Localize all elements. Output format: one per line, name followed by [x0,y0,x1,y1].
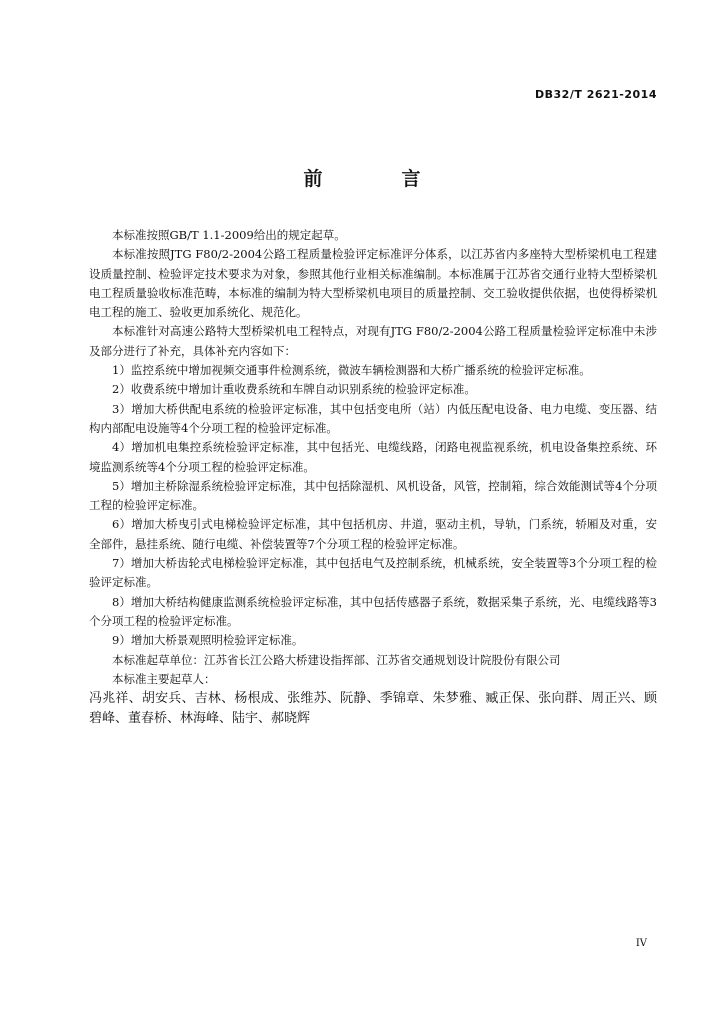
list-item-3: 3）增加大桥供配电系统的检验评定标准，其中包括变电所（站）内低压配电设备、电力电缆、变压器、结构内部配电设施等4个分项工程的检验评定标准。 [89,401,657,435]
paragraph-drafting-rules: 本标准按照GB/T 1.1-2009给出的规定起草。 [112,228,346,242]
list-item-9: 9）增加大桥景观照明检验评定标准。 [112,633,304,648]
list-item-7: 7）增加大桥齿轮式电梯检验评定标准，其中包括电气及控制系统，机械系统，安全装置等3个分项工程的检验评定标准。 [89,556,657,590]
list-item-6: 6）增加大桥曳引式电梯检验评定标准，其中包括机房、井道，驱动主机，导轨，门系统，轿厢及对重，安全部件，悬挂系统、随行电缆、补偿装置等7个分项工程的检验评定标准。 [89,517,657,551]
list-item-4: 4）增加机电集控系统检验评定标准，其中包括光、电缆线路，闭路电视监视系统，机电设备集控系统、环境监测系统等4个分项工程的检验评定标准。 [89,440,657,474]
paragraph-supplement-intro: 本标准针对高速公路特大型桥梁机电工程特点，对现有JTG F80/2-2004公路工程质量检验评定标准中未涉及部分进行了补充，具体补充内容如下： [89,324,657,358]
page-title: 前 言 [303,168,451,190]
list-item-2: 2）收费系统中增加计重收费系统和车牌自动识别系统的检验评定标准。 [112,382,476,397]
list-item-1: 1）监控系统中增加视频交通事件检测系统，微波车辆检测器和大桥广播系统的检验评定标准。 [112,363,591,378]
list-item-5: 5）增加主桥除湿系统检验评定标准，其中包括除湿机、风机设备，风管，控制箱，综合效能测试等4个分项工程的检验评定标准。 [89,478,657,513]
paragraph-scope: 本标准按照JTG F80/2-2004公路工程质量检验评定标准评分体系，以江苏省内多座特大型桥梁机电工程建设质量控制、检验评定技术要求为对象，参照其他行业相关标准编制。本标准属于江苏省交通行业特大型桥梁机电工程质量验收标准范畴，本标准的编制为特大型桥梁机电项目的质量控制、交工验收提供依据，也使得桥梁机电工程的施工、验收更加系统化、规范化。 [89,247,657,320]
list-item-8: 8）增加大桥结构健康监测系统检验评定标准，其中包括传感器子系统，数据采集子系统，光、电缆线路等3个分项工程的检验评定标准。 [89,594,657,628]
drafters-list: 冯兆祥、胡安兵、吉林、杨根成、张维苏、阮静、季锦章、朱梦雅、臧正保、张向群、周正兴、顾碧峰、董春桥、林海峰、陆宇、郝晓辉 [89,691,657,727]
standard-code: DB32/T 2621-2014 [535,88,657,101]
page-number: IV [635,938,647,949]
drafters-heading: 本标准主要起草人： [112,671,216,686]
foreword-body [89,226,657,729]
drafting-units: 本标准起草单位：江苏省长江公路大桥建设指挥部、江苏省交通规划设计院股份有限公司 [112,652,561,667]
